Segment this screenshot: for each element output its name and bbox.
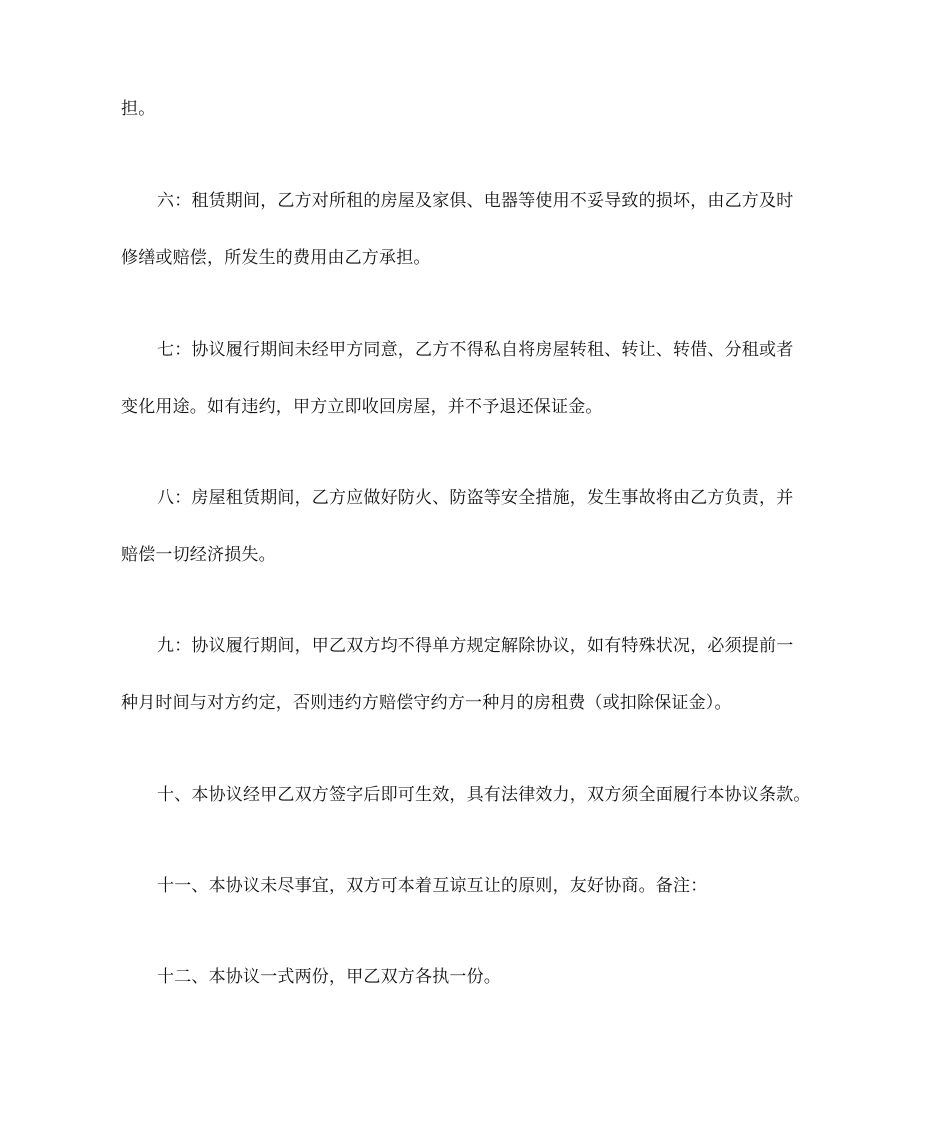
text-line: 担。 bbox=[121, 99, 156, 119]
clause-12-line: 十二、本协议一式两份，甲乙双方各执一份。 bbox=[157, 967, 501, 987]
clause-11-line: 十一、本协议未尽事宜，双方可本着互谅互让的原则，友好协商。备注： bbox=[157, 876, 708, 896]
clause-6-line-2: 修缮或赔偿，所发生的费用由乙方承担。 bbox=[121, 248, 431, 268]
clause-9-line-2: 种月时间与对方约定，否则违约方赔偿守约方一种月的房租费（或扣除保证金）。 bbox=[121, 693, 732, 713]
clause-7-line-1: 七：协议履行期间未经甲方同意，乙方不得私自将房屋转租、转让、转借、分租或者 bbox=[157, 340, 794, 360]
clause-10-line: 十、本协议经甲乙双方签字后即可生效，具有法律效力，双方须全面履行本协议条款。 bbox=[157, 785, 811, 805]
clause-8-line-2: 赔偿一切经济损失。 bbox=[121, 545, 276, 565]
clause-6-line-1: 六：租赁期间，乙方对所租的房屋及家俱、电器等使用不妥导致的损坏，由乙方及时 bbox=[157, 191, 794, 211]
clause-9-line-1: 九：协议履行期间，甲乙双方均不得单方规定解除协议，如有特殊状况，必须提前一 bbox=[157, 636, 794, 656]
clause-7-line-2: 变化用途。如有违约，甲方立即收回房屋，并不予退还保证金。 bbox=[121, 397, 603, 417]
clause-8-line-1: 八：房屋租赁期间，乙方应做好防火、防盗等安全措施，发生事故将由乙方负责，并 bbox=[157, 488, 794, 508]
